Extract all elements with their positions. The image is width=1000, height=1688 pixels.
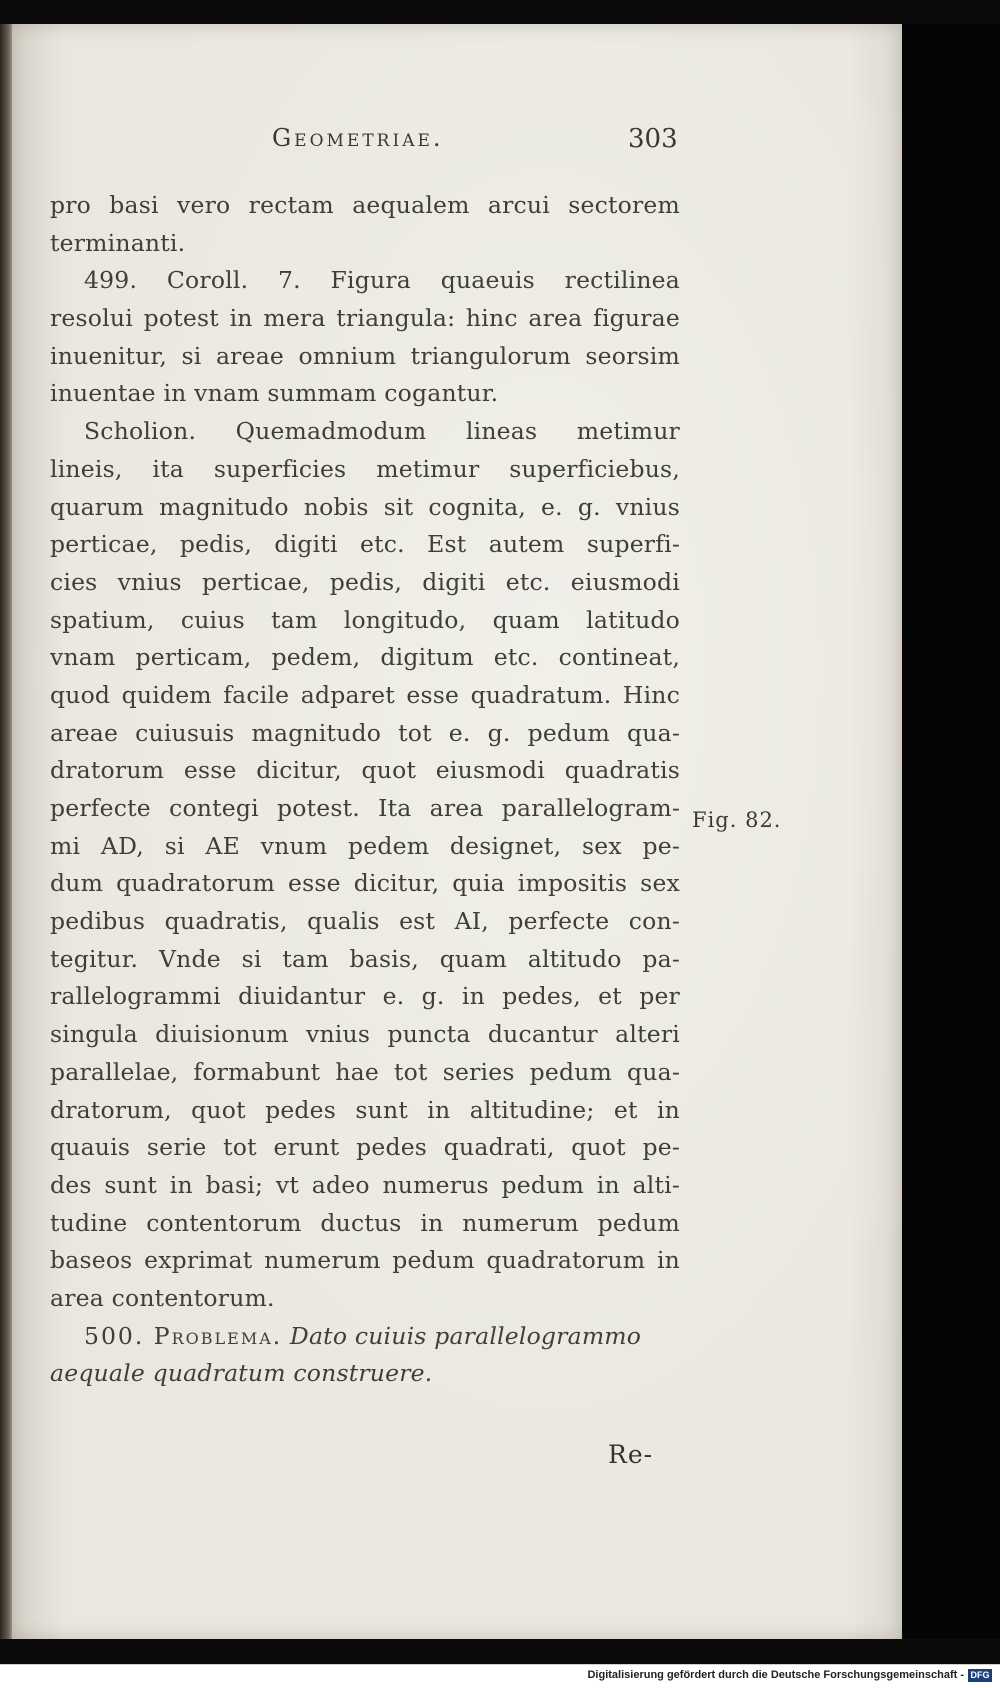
text-line: perticae, pedis, digiti etc. Est autem superfi- bbox=[50, 530, 680, 559]
text-line: resolui potest in mera triangula: hinc area figurae bbox=[50, 304, 680, 333]
text-line: singula diuisionum vnius puncta ducantur alteri bbox=[50, 1020, 680, 1049]
corollary-heading-line: 499. Coroll. 7. Figura quaeuis rectilinea bbox=[84, 266, 680, 295]
catchword: Re- bbox=[608, 1440, 654, 1469]
text-line: vnam perticam, pedem, digitum etc. contineat, bbox=[50, 643, 680, 672]
text-line: parallelae, formabunt hae tot series pedum qua- bbox=[50, 1057, 680, 1086]
text-line: inuenitur, si areae omnium triangulorum seorsim bbox=[50, 341, 680, 370]
text-line: mi AD, si AE vnum pedem designet, sex pe- bbox=[50, 831, 680, 860]
body-text bbox=[50, 187, 680, 1393]
text-line: pro basi vero rectam aequalem arcui sectorem bbox=[50, 191, 680, 219]
scholion-heading-line: Scholion. Quemadmodum lineas metimur bbox=[84, 417, 680, 446]
problem-label: 500. Problema. bbox=[84, 1321, 283, 1350]
text-line: areae cuiusuis magnitudo tot e. g. pedum qua- bbox=[50, 718, 680, 747]
text-line: quod quidem facile adparet esse quadratum. Hinc bbox=[50, 680, 680, 709]
figure-reference: Fig. 82. bbox=[692, 808, 782, 832]
page-number: 303 bbox=[628, 124, 678, 154]
digitization-footer bbox=[0, 1664, 1000, 1688]
text-line: perfecte contegi potest. Ita area parallelogram- bbox=[50, 794, 680, 822]
text-line: dum quadratorum esse dicitur, quia impositis sex bbox=[50, 869, 680, 898]
dfg-logo: DFG bbox=[968, 1669, 992, 1682]
text-line: inuentae in vnam summam cogantur. bbox=[50, 379, 499, 408]
text-line: terminanti. bbox=[50, 228, 186, 257]
text-line: quauis serie tot erunt pedes quadrati, quot pe- bbox=[50, 1133, 680, 1162]
text-line: dratorum, quot pedes sunt in altitudine; et in bbox=[50, 1095, 680, 1124]
text-line: baseos exprimat numerum pedum quadratorum in bbox=[50, 1246, 680, 1275]
text-line: tegitur. Vnde si tam basis, quam altitudo pa- bbox=[50, 944, 680, 973]
text-line: cies vnius perticae, pedis, digiti etc. eiusmodi bbox=[50, 567, 680, 596]
text-line: rallelogrammi diuidantur e. g. in pedes, et per bbox=[50, 982, 680, 1011]
text-line: des sunt in basi; vt adeo numerus pedum in alti- bbox=[50, 1170, 680, 1199]
text-line: area contentorum. bbox=[50, 1283, 275, 1312]
problem-statement-line: aequale quadratum construere. bbox=[50, 1359, 433, 1388]
text-line: lineis, ita superficies metimur superficiebus, bbox=[50, 454, 680, 483]
page-header bbox=[272, 118, 692, 158]
text-line: spatium, cuius tam longitudo, quam latitudo bbox=[50, 605, 680, 634]
problem-heading-line bbox=[50, 1318, 680, 1356]
funding-credit: Digitalisierung gefördert durch die Deutsche Forschungsgemeinschaft - bbox=[587, 1669, 964, 1681]
text-line: dratorum esse dicitur, quot eiusmodi quadratis bbox=[50, 756, 680, 785]
running-head: Geometriae. bbox=[272, 124, 444, 152]
text-line: pedibus quadratis, qualis est AI, perfecte con- bbox=[50, 907, 680, 936]
text-line: quarum magnitudo nobis sit cognita, e. g. vnius bbox=[50, 492, 680, 521]
scan-background-right bbox=[902, 24, 1000, 1639]
problem-statement: Dato cuiuis parallelogrammo bbox=[289, 1321, 642, 1350]
text-line: tudine contentorum ductus in numerum pedum bbox=[50, 1208, 680, 1237]
